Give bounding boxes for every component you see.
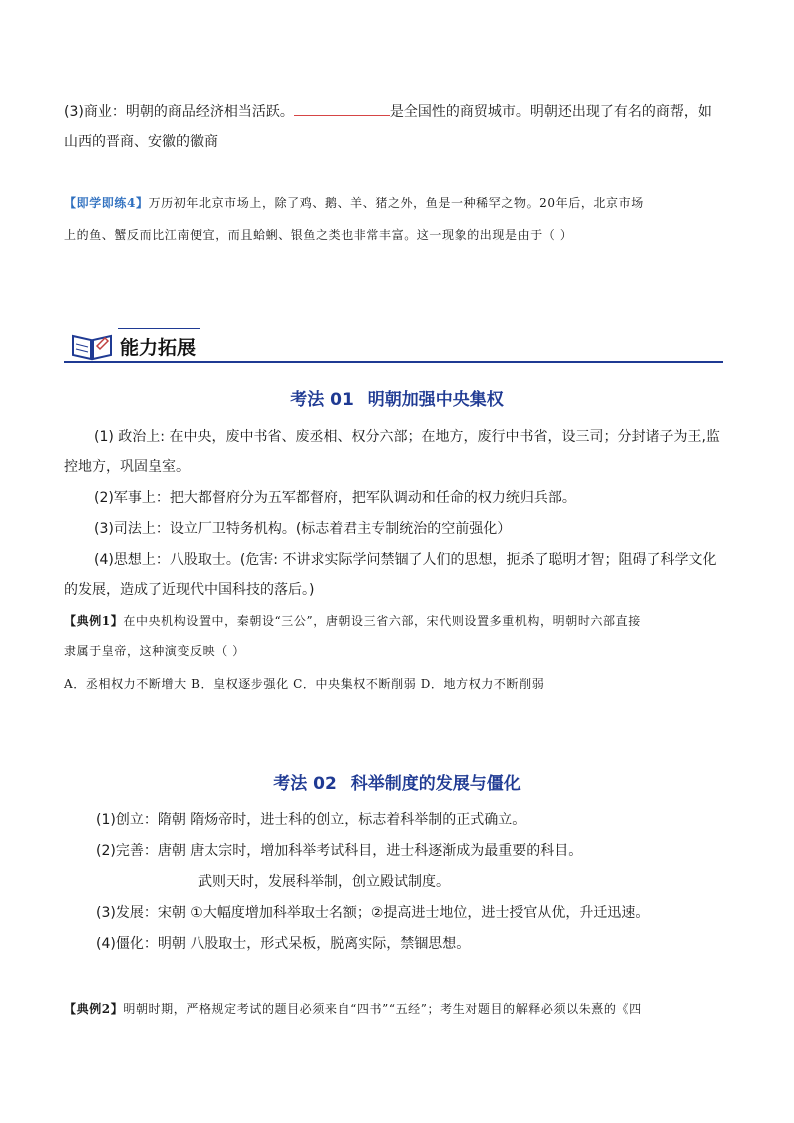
example1-text-1: 在中央机构设置中，秦朝设“三公”，唐朝设三省六部，宋代则设置多重机构，明朝时六部直接 (123, 614, 641, 628)
open-book-icon (70, 328, 114, 362)
section1-p2: (2)军事上：把大都督府分为五军都督府，把军队调动和任命的权力统归兵部。 (94, 490, 576, 506)
section2-row-1: (1)创立：隋朝 隋炀帝时，进士科的创立，标志着科举制的正式确立。 (96, 812, 527, 828)
section1-title: 明朝加强中央集权 (367, 390, 504, 410)
section1-p1-line2: 控地方，巩固皇室。 (64, 459, 190, 475)
section1-p4-line1: (4)思想上：八股取士。(危害: 不讲求实际学问禁锢了人们的思想，扼杀了聪明才智；阻碍了科学文化 (94, 552, 717, 568)
example2-line-1 (64, 1000, 642, 1017)
section2-row-5: (4)僵化：明朝 八股取士，形式呆板，脱离实际，禁锢思想。 (96, 936, 471, 952)
example2-tag: 【典例2】 (64, 1002, 124, 1016)
practice4-line-2: 上的鱼、蟹反而比江南便宜，而且蛤蜊、银鱼之类也非常丰富。这一现象的出现是由于（ ） (64, 228, 573, 242)
example2-text-1: 明朝时期，严格规定考试的题目必须来自“四书”“五经”；考生对题目的解释必须以朱熹的《四 (123, 1002, 642, 1016)
banner-top-rule (118, 328, 200, 329)
commerce-before-blank: (3)商业：明朝的商品经济相当活跃。 (64, 104, 294, 120)
section1-p1-line1: (1) 政治上: 在中央，废中书省、废丞相、权分六部；在地方，废行中书省，设三司；分封诸子为王,监 (94, 429, 720, 445)
example1-line-1 (64, 612, 641, 629)
section1-p4-line2: 的发展，造成了近现代中国科技的落后。) (64, 582, 315, 598)
practice4-line-1 (64, 194, 644, 211)
example1-options: A．丞相权力不断增大 B．皇权逐步强化 C．中央集权不断削弱 D．地方权力不断削弱 (64, 677, 545, 691)
section2-row-4: (3)发展：宋朝 ①大幅度增加科举取士名额；②提高进士地位，进士授官从优，升迁迅速。 (96, 905, 650, 921)
section2-row-2: (2)完善：唐朝 唐太宗时，增加科举考试科目，进士科逐渐成为最重要的科目。 (96, 843, 583, 859)
example1-line-2: 隶属于皇帝，这种演变反映（ ） (64, 644, 245, 658)
section1-number: 考法 01 (290, 390, 354, 410)
section2-heading (0, 769, 794, 794)
section2-number: 考法 02 (273, 774, 337, 794)
commerce-line-1 (64, 101, 712, 121)
section1-p3: (3)司法上：设立厂卫特务机构。(标志着君主专制统治的空前强化） (94, 521, 512, 537)
practice4-text-1: 万历初年北京市场上，除了鸡、鹅、羊、猪之外，鱼是一种稀罕之物。20年后，北京市场 (148, 196, 644, 210)
commerce-after-blank: 是全国性的商贸城市。明朝还出现了有名的商帮，如 (389, 104, 712, 120)
banner-title: 能力拓展 (120, 337, 197, 359)
section2-title: 科举制度的发展与僵化 (350, 774, 521, 794)
example1-tag: 【典例1】 (64, 614, 124, 628)
section1-heading (0, 385, 794, 410)
fill-blank[interactable] (294, 101, 390, 116)
section2-row-3: 武则天时，发展科举制，创立殿试制度。 (198, 874, 450, 890)
banner-rule (64, 361, 723, 363)
commerce-line-2: 山西的晋商、安徽的徽商 (64, 134, 218, 150)
practice4-tag: 【即学即练4】 (64, 196, 149, 210)
